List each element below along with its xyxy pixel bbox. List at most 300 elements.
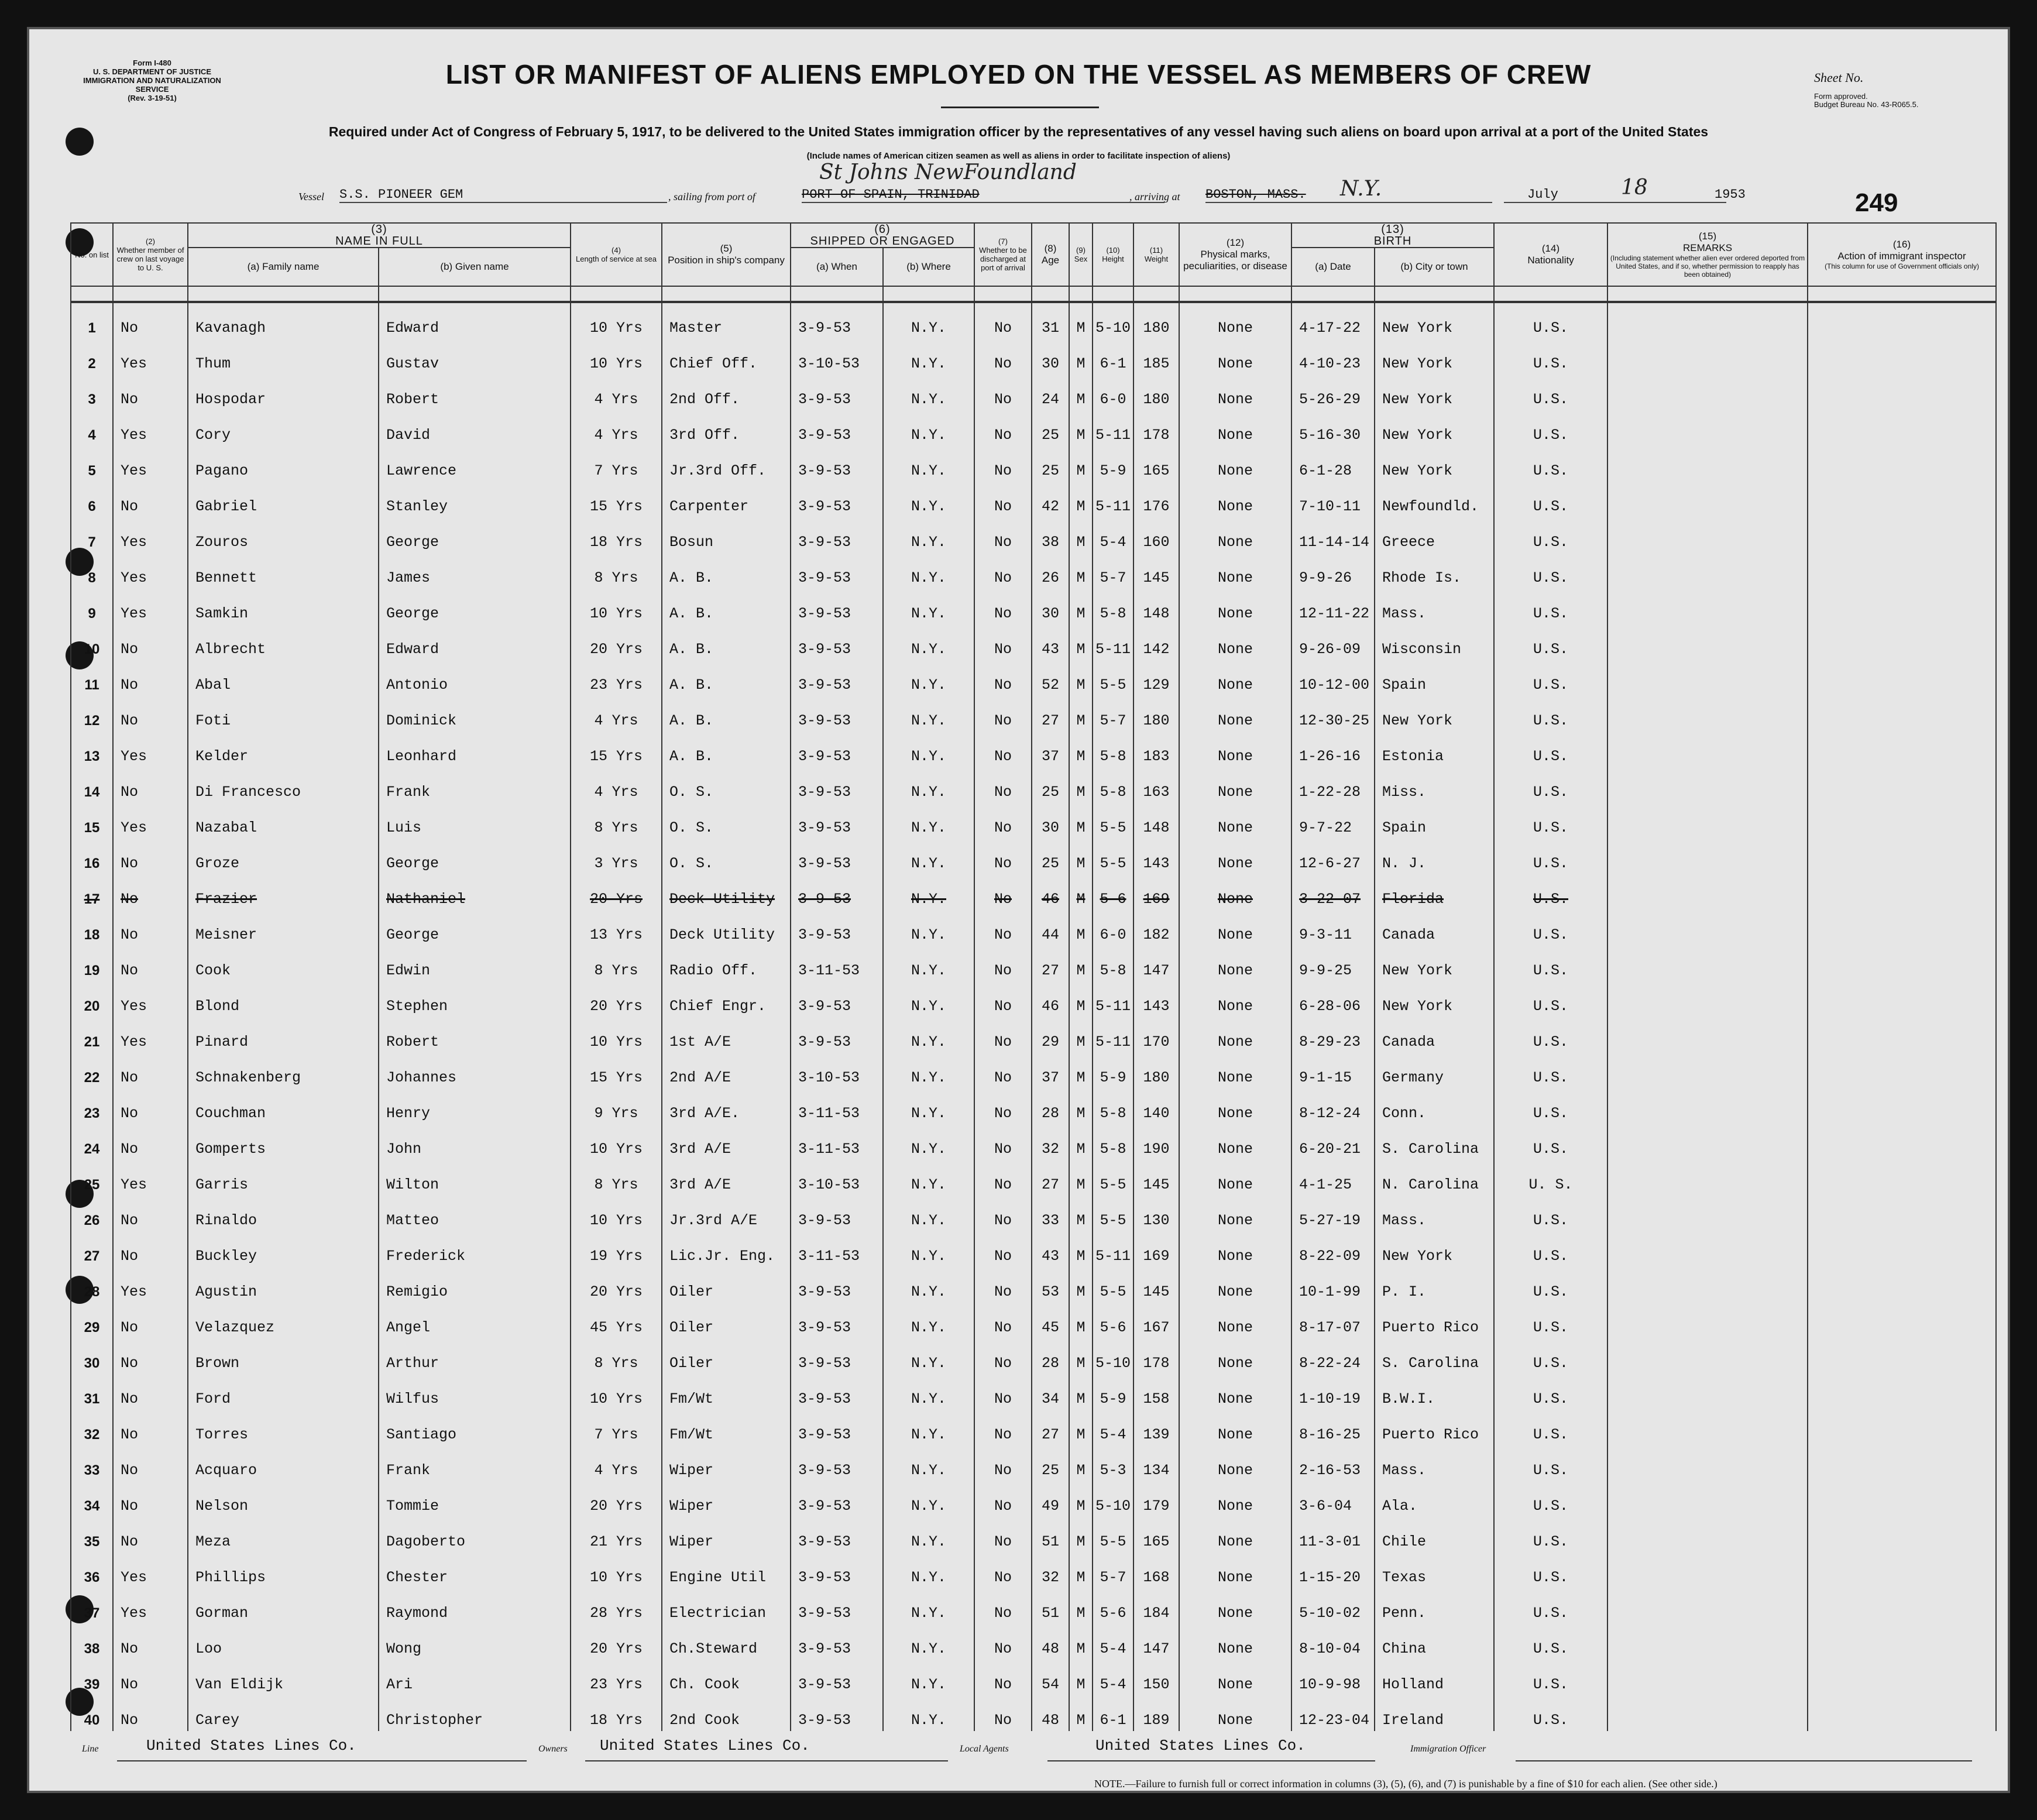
shipped-where-cell: N.Y.: [883, 410, 974, 446]
col-label: Whether member of crew on last voyage to U. S.: [116, 246, 184, 272]
physical-marks-cell: None: [1179, 1553, 1291, 1588]
height-cell: 5-4: [1093, 1624, 1133, 1660]
family-name-cell: Couchman: [188, 1088, 379, 1124]
sex-cell: M: [1069, 302, 1093, 339]
col-label: REMARKS: [1682, 242, 1733, 253]
age-cell: 43: [1032, 1231, 1069, 1267]
sex-cell: M: [1069, 446, 1093, 482]
shipped-where-cell: N.Y.: [883, 1160, 974, 1196]
family-name-cell: Cook: [188, 946, 379, 981]
previous-voyage-cell: Yes: [113, 732, 188, 767]
table-row: [71, 981, 1996, 1017]
shipped-where-cell: N.Y.: [883, 375, 974, 410]
birth-place-cell: S. Carolina: [1375, 1338, 1494, 1374]
remarks-cell: [1607, 1374, 1808, 1410]
service-length-cell: 4 Yrs: [571, 1445, 662, 1481]
family-name-cell: Brown: [188, 1338, 379, 1374]
height-cell: 5-8: [1093, 767, 1133, 803]
birth-place-cell: Conn.: [1375, 1088, 1494, 1124]
family-name-cell: Gabriel: [188, 482, 379, 517]
discharged-cell: No: [974, 1196, 1032, 1231]
previous-voyage-cell: No: [113, 1517, 188, 1553]
age-cell: 28: [1032, 1338, 1069, 1374]
table-row: [71, 1053, 1996, 1088]
sex-cell: M: [1069, 910, 1093, 946]
weight-cell: 143: [1133, 839, 1179, 874]
position-cell: A. B.: [662, 624, 791, 660]
shipped-when-cell: 3-10-53: [791, 339, 883, 375]
nationality-cell: U.S.: [1494, 696, 1607, 732]
family-name-cell: Kelder: [188, 732, 379, 767]
shipped-when-cell: 3-10-53: [791, 1160, 883, 1196]
sex-cell: M: [1069, 1017, 1093, 1053]
nationality-cell: U.S.: [1494, 981, 1607, 1017]
table-row: [71, 446, 1996, 482]
given-name-cell: Wilfus: [379, 1374, 571, 1410]
shipped-where-cell: N.Y.: [883, 446, 974, 482]
service-length-cell: 8 Yrs: [571, 553, 662, 589]
birth-place-cell: Penn.: [1375, 1588, 1494, 1624]
table-row: [71, 1481, 1996, 1517]
col-label: Age: [1041, 255, 1060, 266]
weight-cell: 163: [1133, 767, 1179, 803]
table-row: [71, 910, 1996, 946]
given-name-cell: Robert: [379, 375, 571, 410]
previous-voyage-cell: No: [113, 1481, 188, 1517]
col-number: (2): [146, 237, 155, 246]
col-header-family-name: (a) Family name: [188, 248, 379, 286]
age-cell: 27: [1032, 696, 1069, 732]
table-row: [71, 1017, 1996, 1053]
shipped-when-cell: 3-9-53: [791, 482, 883, 517]
shipped-where-cell: N.Y.: [883, 1517, 974, 1553]
birth-place-cell: Puerto Rico: [1375, 1410, 1494, 1445]
family-name-cell: Ford: [188, 1374, 379, 1410]
shipped-when-cell: 3-9-53: [791, 410, 883, 446]
row-number: 10: [71, 624, 113, 660]
table-row: [71, 302, 1996, 339]
position-cell: Oiler: [662, 1303, 791, 1338]
family-name-cell: Zouros: [188, 517, 379, 553]
service-length-cell: 21 Yrs: [571, 1517, 662, 1553]
service-length-cell: 18 Yrs: [571, 1695, 662, 1731]
discharged-cell: No: [974, 910, 1032, 946]
position-cell: Deck Utility: [662, 910, 791, 946]
previous-voyage-cell: No: [113, 1124, 188, 1160]
physical-marks-cell: None: [1179, 1196, 1291, 1231]
age-cell: 44: [1032, 910, 1069, 946]
age-cell: 51: [1032, 1588, 1069, 1624]
previous-voyage-cell: No: [113, 1338, 188, 1374]
row-number: 35: [71, 1517, 113, 1553]
shipped-when-cell: 3-9-53: [791, 874, 883, 910]
inspector-action-cell: [1808, 1303, 1996, 1338]
given-name-cell: Leonhard: [379, 732, 571, 767]
height-cell: 5-9: [1093, 1374, 1133, 1410]
given-name-cell: Frank: [379, 767, 571, 803]
given-name-cell: Wilton: [379, 1160, 571, 1196]
age-cell: 48: [1032, 1695, 1069, 1731]
previous-voyage-cell: No: [113, 874, 188, 910]
shipped-where-cell: N.Y.: [883, 589, 974, 624]
position-cell: A. B.: [662, 589, 791, 624]
weight-cell: 180: [1133, 696, 1179, 732]
remarks-cell: [1607, 446, 1808, 482]
family-name-cell: Garris: [188, 1160, 379, 1196]
inspector-action-cell: [1808, 410, 1996, 446]
remarks-cell: [1607, 589, 1808, 624]
sex-cell: M: [1069, 410, 1093, 446]
remarks-cell: [1607, 696, 1808, 732]
discharged-cell: No: [974, 1017, 1032, 1053]
service-length-cell: 3 Yrs: [571, 839, 662, 874]
height-cell: 5-7: [1093, 553, 1133, 589]
col-label: NAME IN FULL: [335, 235, 423, 248]
weight-cell: 180: [1133, 375, 1179, 410]
discharged-cell: No: [974, 1410, 1032, 1445]
vessel-label: Vessel: [298, 191, 324, 202]
col-header-no: No. on list: [71, 223, 113, 286]
include-statement: (Include names of American citizen seamen as well as aliens in order to facilitate inspection of aliens): [806, 151, 1231, 161]
discharged-cell: No: [974, 1517, 1032, 1553]
physical-marks-cell: None: [1179, 1303, 1291, 1338]
birth-date-cell: 12-23-04: [1291, 1695, 1375, 1731]
height-cell: 5-4: [1093, 1410, 1133, 1445]
nationality-cell: U.S.: [1494, 1017, 1607, 1053]
port-of-departure: PORT OF SPAIN, TRINIDAD: [802, 187, 1165, 203]
service-length-cell: 10 Yrs: [571, 1196, 662, 1231]
col-number: (6): [874, 223, 891, 236]
service-length-cell: 4 Yrs: [571, 410, 662, 446]
sex-cell: M: [1069, 375, 1093, 410]
birth-place-cell: New York: [1375, 410, 1494, 446]
shipped-where-cell: N.Y.: [883, 1588, 974, 1624]
given-name-cell: George: [379, 589, 571, 624]
birth-place-cell: New York: [1375, 981, 1494, 1017]
sex-cell: M: [1069, 589, 1093, 624]
table-row: [71, 1088, 1996, 1124]
table-row: [71, 660, 1996, 696]
discharged-cell: No: [974, 1445, 1032, 1481]
remarks-cell: [1607, 660, 1808, 696]
family-name-cell: Blond: [188, 981, 379, 1017]
height-cell: 5-8: [1093, 1088, 1133, 1124]
weight-cell: 190: [1133, 1124, 1179, 1160]
service-length-cell: 7 Yrs: [571, 1410, 662, 1445]
family-name-cell: Kavanagh: [188, 302, 379, 339]
sheet-number-label: Sheet No.: [1814, 70, 1864, 85]
birth-date-cell: 10-1-99: [1291, 1267, 1375, 1303]
row-number: 13: [71, 732, 113, 767]
position-cell: Jr.3rd Off.: [662, 446, 791, 482]
col-number: (8): [1044, 243, 1057, 254]
previous-voyage-cell: No: [113, 482, 188, 517]
nationality-cell: U.S.: [1494, 660, 1607, 696]
given-name-cell: Henry: [379, 1088, 571, 1124]
shipped-when-cell: 3-9-53: [791, 839, 883, 874]
birth-place-cell: Florida: [1375, 874, 1494, 910]
approval-note: [1814, 92, 1919, 109]
birth-place-cell: Estonia: [1375, 732, 1494, 767]
position-cell: O. S.: [662, 803, 791, 839]
table-row: [71, 767, 1996, 803]
sex-cell: M: [1069, 696, 1093, 732]
height-cell: 5-8: [1093, 946, 1133, 981]
table-row: [71, 732, 1996, 767]
officer-label: Immigration Officer: [1410, 1744, 1486, 1754]
inspector-action-cell: [1808, 696, 1996, 732]
height-cell: 5-5: [1093, 1160, 1133, 1196]
height-cell: 5-11: [1093, 981, 1133, 1017]
shipped-when-cell: 3-9-53: [791, 1374, 883, 1410]
sex-cell: M: [1069, 660, 1093, 696]
remarks-cell: [1607, 1338, 1808, 1374]
sex-cell: M: [1069, 839, 1093, 874]
birth-date-cell: 9-1-15: [1291, 1053, 1375, 1088]
birth-place-cell: China: [1375, 1624, 1494, 1660]
previous-voyage-cell: No: [113, 1660, 188, 1695]
physical-marks-cell: None: [1179, 624, 1291, 660]
position-cell: Electrician: [662, 1588, 791, 1624]
nationality-cell: U.S.: [1494, 339, 1607, 375]
department: U. S. DEPARTMENT OF JUSTICE: [93, 67, 211, 76]
sex-cell: M: [1069, 1481, 1093, 1517]
shipped-when-cell: 3-9-53: [791, 696, 883, 732]
age-cell: 30: [1032, 589, 1069, 624]
col-number: (12): [1226, 237, 1245, 248]
physical-marks-cell: None: [1179, 482, 1291, 517]
shipped-where-cell: N.Y.: [883, 910, 974, 946]
discharged-cell: No: [974, 767, 1032, 803]
shipped-when-cell: 3-9-53: [791, 1624, 883, 1660]
birth-date-cell: 8-22-09: [1291, 1231, 1375, 1267]
shipped-when-cell: 3-9-53: [791, 1267, 883, 1303]
physical-marks-cell: None: [1179, 946, 1291, 981]
row-number: 36: [71, 1553, 113, 1588]
family-name-cell: Pagano: [188, 446, 379, 482]
position-cell: Oiler: [662, 1338, 791, 1374]
previous-voyage-cell: No: [113, 1231, 188, 1267]
birth-date-cell: 8-29-23: [1291, 1017, 1375, 1053]
shipped-where-cell: N.Y.: [883, 767, 974, 803]
table-row: [71, 1160, 1996, 1196]
service-length-cell: 23 Yrs: [571, 660, 662, 696]
table-row: [71, 1695, 1996, 1731]
owners-company: United States Lines Co.: [600, 1737, 810, 1754]
col-header-age: [1032, 223, 1069, 286]
position-cell: Wiper: [662, 1445, 791, 1481]
row-number: 12: [71, 696, 113, 732]
birth-date-cell: 9-9-26: [1291, 553, 1375, 589]
birth-date-cell: 9-9-25: [1291, 946, 1375, 981]
sex-cell: M: [1069, 946, 1093, 981]
remarks-cell: [1607, 910, 1808, 946]
given-name-cell: Angel: [379, 1303, 571, 1338]
birth-date-cell: 8-12-24: [1291, 1088, 1375, 1124]
service-length-cell: 20 Yrs: [571, 1267, 662, 1303]
given-name-cell: Antonio: [379, 660, 571, 696]
given-name-cell: George: [379, 839, 571, 874]
row-number: 37: [71, 1588, 113, 1624]
sex-cell: M: [1069, 1588, 1093, 1624]
given-name-cell: Dagoberto: [379, 1517, 571, 1553]
arriving-label: , arriving at: [1129, 191, 1180, 202]
age-cell: 51: [1032, 1517, 1069, 1553]
col-header-service: [571, 223, 662, 286]
nationality-cell: U.S.: [1494, 874, 1607, 910]
discharged-cell: No: [974, 1695, 1032, 1731]
service-length-cell: 23 Yrs: [571, 1660, 662, 1695]
shipped-when-cell: 3-9-53: [791, 517, 883, 553]
shipped-where-cell: N.Y.: [883, 1196, 974, 1231]
service-length-cell: 4 Yrs: [571, 375, 662, 410]
previous-voyage-cell: No: [113, 1695, 188, 1731]
col-header-discharged: [974, 223, 1032, 286]
previous-voyage-cell: No: [113, 1374, 188, 1410]
birth-date-cell: 9-26-09: [1291, 624, 1375, 660]
row-number: 1: [71, 302, 113, 339]
agents-label: Local Agents: [960, 1744, 1009, 1754]
age-cell: 42: [1032, 482, 1069, 517]
family-name-cell: Gorman: [188, 1588, 379, 1624]
row-number: 7: [71, 517, 113, 553]
given-name-cell: James: [379, 553, 571, 589]
physical-marks-cell: None: [1179, 1231, 1291, 1267]
sex-cell: M: [1069, 1517, 1093, 1553]
shipped-where-cell: N.Y.: [883, 696, 974, 732]
given-name-cell: Frederick: [379, 1231, 571, 1267]
inspector-action-cell: [1808, 946, 1996, 981]
birth-place-cell: Mass.: [1375, 589, 1494, 624]
given-name-cell: Ari: [379, 1660, 571, 1695]
handwritten-port: St Johns NewFoundland: [819, 160, 1077, 184]
row-number: 2: [71, 339, 113, 375]
row-number: 21: [71, 1017, 113, 1053]
shipped-where-cell: N.Y.: [883, 732, 974, 767]
physical-marks-cell: None: [1179, 1517, 1291, 1553]
position-cell: A. B.: [662, 696, 791, 732]
sex-cell: M: [1069, 803, 1093, 839]
shipped-when-cell: 3-9-53: [791, 1660, 883, 1695]
physical-marks-cell: None: [1179, 302, 1291, 339]
age-cell: 43: [1032, 624, 1069, 660]
birth-date-cell: 12-30-25: [1291, 696, 1375, 732]
table-row: [71, 1410, 1996, 1445]
nationality-cell: U.S.: [1494, 1053, 1607, 1088]
family-name-cell: Carey: [188, 1695, 379, 1731]
row-number: 15: [71, 803, 113, 839]
height-cell: 6-1: [1093, 339, 1133, 375]
inspector-action-cell: [1808, 482, 1996, 517]
sex-cell: M: [1069, 1088, 1093, 1124]
weight-cell: 179: [1133, 1481, 1179, 1517]
row-number: 22: [71, 1053, 113, 1088]
birth-place-cell: Ala.: [1375, 1481, 1494, 1517]
shipped-where-cell: N.Y.: [883, 874, 974, 910]
remarks-cell: [1607, 767, 1808, 803]
remarks-cell: [1607, 410, 1808, 446]
height-cell: 5-5: [1093, 1196, 1133, 1231]
col-number: (14): [1541, 243, 1560, 254]
remarks-cell: [1607, 1231, 1808, 1267]
weight-cell: 180: [1133, 1053, 1179, 1088]
remarks-cell: [1607, 981, 1808, 1017]
birth-date-cell: 12-6-27: [1291, 839, 1375, 874]
height-cell: 5-5: [1093, 660, 1133, 696]
birth-place-cell: Ireland: [1375, 1695, 1494, 1731]
position-cell: 2nd Cook: [662, 1695, 791, 1731]
discharged-cell: No: [974, 339, 1032, 375]
remarks-cell: [1607, 1660, 1808, 1695]
weight-cell: 145: [1133, 1267, 1179, 1303]
family-name-cell: Meza: [188, 1517, 379, 1553]
remarks-cell: [1607, 1017, 1808, 1053]
previous-voyage-cell: Yes: [113, 1017, 188, 1053]
family-name-cell: Schnakenberg: [188, 1053, 379, 1088]
shipped-where-cell: N.Y.: [883, 517, 974, 553]
birth-date-cell: 4-17-22: [1291, 302, 1375, 339]
position-cell: Fm/Wt: [662, 1374, 791, 1410]
service-length-cell: 20 Yrs: [571, 874, 662, 910]
inspector-action-cell: [1808, 1695, 1996, 1731]
table-row: [71, 1624, 1996, 1660]
position-cell: Ch. Cook: [662, 1660, 791, 1695]
age-cell: 25: [1032, 767, 1069, 803]
weight-cell: 147: [1133, 946, 1179, 981]
age-cell: 24: [1032, 375, 1069, 410]
service-length-cell: 10 Yrs: [571, 339, 662, 375]
shipped-when-cell: 3-9-53: [791, 1481, 883, 1517]
inspector-action-cell: [1808, 981, 1996, 1017]
service-length-cell: 15 Yrs: [571, 732, 662, 767]
row-number: 32: [71, 1410, 113, 1445]
height-cell: 5-10: [1093, 1481, 1133, 1517]
position-cell: Wiper: [662, 1481, 791, 1517]
table-row: [71, 482, 1996, 517]
crew-table: [70, 222, 1997, 1731]
service-length-cell: 15 Yrs: [571, 482, 662, 517]
service-length-cell: 28 Yrs: [571, 1588, 662, 1624]
inspector-action-cell: [1808, 839, 1996, 874]
birth-date-cell: 1-10-19: [1291, 1374, 1375, 1410]
remarks-cell: [1607, 517, 1808, 553]
physical-marks-cell: None: [1179, 839, 1291, 874]
service-length-cell: 15 Yrs: [571, 1053, 662, 1088]
service: IMMIGRATION AND NATURALIZATION SERVICE: [83, 76, 221, 94]
arrival-port: BOSTON, MASS.: [1205, 187, 1492, 203]
birth-date-cell: 12-11-22: [1291, 589, 1375, 624]
sex-cell: M: [1069, 732, 1093, 767]
nationality-cell: U.S.: [1494, 1588, 1607, 1624]
discharged-cell: No: [974, 624, 1032, 660]
given-name-cell: Johannes: [379, 1053, 571, 1088]
remarks-cell: [1607, 339, 1808, 375]
birth-date-cell: 5-10-02: [1291, 1588, 1375, 1624]
shipped-when-cell: 3-9-53: [791, 732, 883, 767]
shipped-when-cell: 3-9-53: [791, 1553, 883, 1588]
position-cell: A. B.: [662, 660, 791, 696]
given-name-cell: Remigio: [379, 1267, 571, 1303]
birth-date-cell: 9-7-22: [1291, 803, 1375, 839]
weight-cell: 165: [1133, 446, 1179, 482]
col-header-where: (b) Where: [883, 248, 974, 286]
previous-voyage-cell: No: [113, 375, 188, 410]
nationality-cell: U.S.: [1494, 1517, 1607, 1553]
family-name-cell: Torres: [188, 1410, 379, 1445]
row-number: 17: [71, 874, 113, 910]
family-name-cell: Samkin: [188, 589, 379, 624]
physical-marks-cell: None: [1179, 410, 1291, 446]
